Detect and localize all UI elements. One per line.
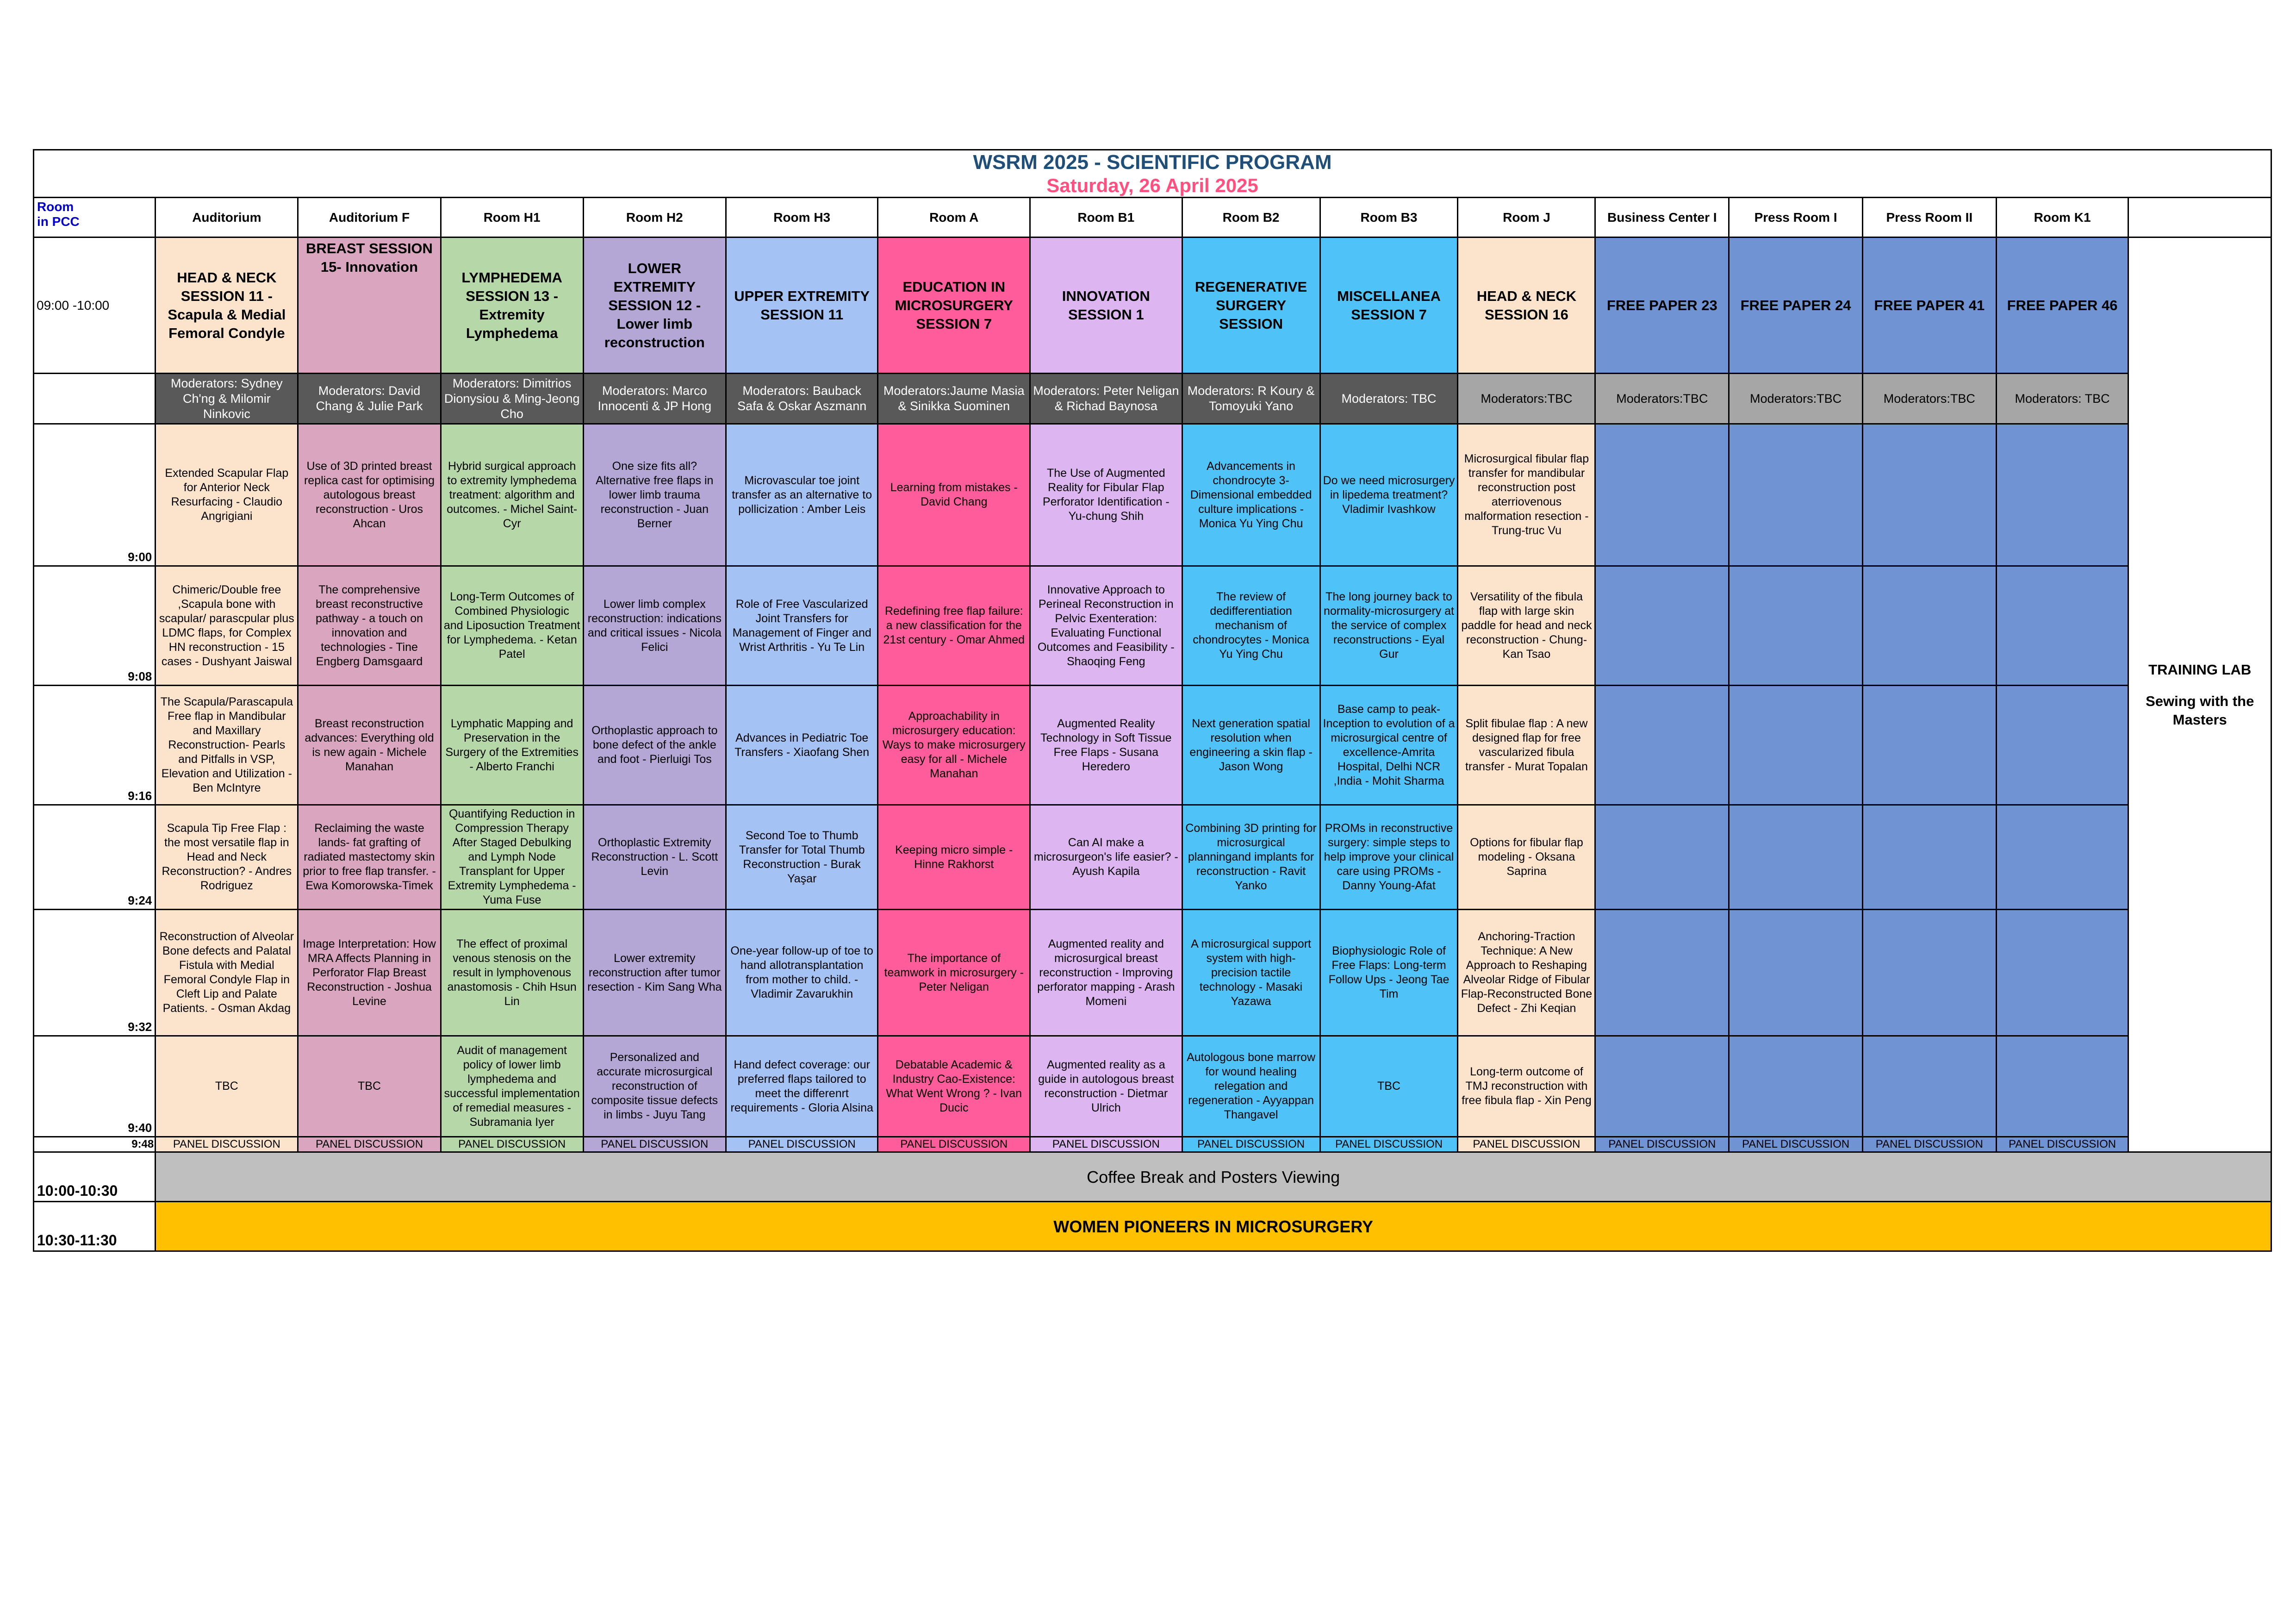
- talk-cell: The Scapula/Parascapula Free flap in Mandibular and Maxillary Reconstruction- Pearls and Pitfalls in VSP, Elevation and Utilization - Ben McIntyre: [156, 686, 298, 805]
- talk-cell: Split fibulae flap : A new designed flap for free vascularized fibula transfer - Murat Topalan: [1458, 686, 1595, 805]
- panel-discussion: PANEL DISCUSSION: [1030, 1137, 1182, 1152]
- free-paper-cell: [1729, 424, 1863, 566]
- panel-discussion: PANEL DISCUSSION: [1862, 1137, 1996, 1152]
- talk-cell: Role of Free Vascularized Joint Transfers for Management of Finger and Wrist Arthritis - Yu Te Lin: [726, 566, 878, 686]
- talk-cell: Microvascular toe joint transfer as an alternative to pollicization : Amber Leis: [726, 424, 878, 566]
- free-paper-cell: [1595, 805, 1729, 910]
- panel-discussion: PANEL DISCUSSION: [298, 1137, 441, 1152]
- session-title: FREE PAPER 23: [1595, 237, 1729, 374]
- free-paper-cell: [1996, 686, 2128, 805]
- break-time: 10:00-10:30: [34, 1152, 156, 1202]
- panel-discussion: PANEL DISCUSSION: [1320, 1137, 1458, 1152]
- talk-cell: Hybrid surgical approach to extremity lymphedema treatment: algorithm and outcomes. - Michel Saint-Cyr: [441, 424, 583, 566]
- moderators: Moderators: Peter Neligan & Richad Baynosa: [1030, 374, 1182, 424]
- talk-cell: One size fits all? Alternative free flaps in lower limb trauma reconstruction - Juan Berner: [583, 424, 726, 566]
- slot-time: 9:24: [34, 805, 156, 910]
- room-header: Business Center I: [1595, 198, 1729, 237]
- session-title: EDUCATION IN MICROSURGERY SESSION 7: [878, 237, 1030, 374]
- talk-cell: The Use of Augmented Reality for Fibular Flap Perforator Identification - Yu-chung Shih: [1030, 424, 1182, 566]
- coffee-break: Coffee Break and Posters Viewing: [156, 1152, 2271, 1202]
- room-header: Room J: [1458, 198, 1595, 237]
- program-date: Saturday, 26 April 2025: [34, 175, 2271, 198]
- moderators: Moderators: TBC: [1996, 374, 2128, 424]
- free-paper-cell: [1595, 424, 1729, 566]
- talk-cell: Reclaiming the waste lands- fat grafting of radiated mastectomy skin prior to free flap transfer. - Ewa Komorowska-Timek: [298, 805, 441, 910]
- free-paper-cell: [1996, 1036, 2128, 1137]
- talk-cell: One-year follow-up of toe to hand allotransplantation from mother to child. - Vladimir Zavarukhin: [726, 910, 878, 1036]
- talk-cell: Augmented Reality Technology in Soft Tissue Free Flaps - Susana Heredero: [1030, 686, 1182, 805]
- session-time: 09:00 -10:00: [34, 237, 156, 374]
- talk-cell: Augmented reality as a guide in autologous breast reconstruction - Dietmar Ulrich: [1030, 1036, 1182, 1137]
- room-header: Room K1: [1996, 198, 2128, 237]
- talk-cell: Next generation spatial resolution when engineering a skin flap - Jason Wong: [1182, 686, 1320, 805]
- talk-cell: The importance of teamwork in microsurgery - Peter Neligan: [878, 910, 1030, 1036]
- moderators: Moderators:Jaume Masia & Sinikka Suominen: [878, 374, 1030, 424]
- free-paper-cell: [1729, 910, 1863, 1036]
- talk-cell: Keeping micro simple - Hinne Rakhorst: [878, 805, 1030, 910]
- slot-time: 9:40: [34, 1036, 156, 1137]
- talk-cell: Reconstruction of Alveolar Bone defects and Palatal Fistula with Medial Femoral Condyle Flap in Cleft Lip and Palate Patients. - Osman Akdag: [156, 910, 298, 1036]
- room-header: Room B3: [1320, 198, 1458, 237]
- moderators: Moderators:TBC: [1458, 374, 1595, 424]
- session-title: FREE PAPER 41: [1862, 237, 1996, 374]
- panel-discussion: PANEL DISCUSSION: [1595, 1137, 1729, 1152]
- talk-cell: Versatility of the fibula flap with large skin paddle for head and neck reconstruction - Chung-Kan Tsao: [1458, 566, 1595, 686]
- slot-time: 9:08: [34, 566, 156, 686]
- panel-discussion: PANEL DISCUSSION: [441, 1137, 583, 1152]
- talk-cell: Long-term outcome of TMJ reconstruction with free fibula flap - Xin Peng: [1458, 1036, 1595, 1137]
- room-header: Room H3: [726, 198, 878, 237]
- talk-cell: Second Toe to Thumb Transfer for Total Thumb Reconstruction - Burak Yaşar: [726, 805, 878, 910]
- room-header: Press Room II: [1862, 198, 1996, 237]
- session-title: HEAD & NECK SESSION 11 - Scapula & Medial Femoral Condyle: [156, 237, 298, 374]
- talk-cell: Lymphatic Mapping and Preservation in the Surgery of the Extremities - Alberto Franchi: [441, 686, 583, 805]
- panel-discussion: PANEL DISCUSSION: [1458, 1137, 1595, 1152]
- room-header: Room H2: [583, 198, 726, 237]
- free-paper-cell: [1595, 686, 1729, 805]
- break-time: 10:30-11:30: [34, 1202, 156, 1251]
- room-header: Room H1: [441, 198, 583, 237]
- talk-cell: Innovative Approach to Perineal Reconstruction in Pelvic Exenteration: Evaluating Functional Outcomes and Feasibility - Shaoqing Feng: [1030, 566, 1182, 686]
- training-lab: [2128, 237, 2271, 1152]
- moderator-time-blank: [34, 374, 156, 424]
- talk-cell: Autologous bone marrow for wound healing relegation and regeneration - Ayyappan Thangavel: [1182, 1036, 1320, 1137]
- talk-cell: Learning from mistakes - David Chang: [878, 424, 1030, 566]
- panel-discussion: PANEL DISCUSSION: [156, 1137, 298, 1152]
- panel-discussion: PANEL DISCUSSION: [878, 1137, 1030, 1152]
- talk-cell: The effect of proximal venous stenosis on the result in lymphovenous anastomosis - Chih Hsun Lin: [441, 910, 583, 1036]
- session-title: FREE PAPER 46: [1996, 237, 2128, 374]
- free-paper-cell: [1996, 910, 2128, 1036]
- free-paper-cell: [1862, 566, 1996, 686]
- session-title: FREE PAPER 24: [1729, 237, 1863, 374]
- room-header: Auditorium: [156, 198, 298, 237]
- talk-cell: Biophysiologic Role of Free Flaps: Long-term Follow Ups - Jeong Tae Tim: [1320, 910, 1458, 1036]
- moderators: Moderators:TBC: [1595, 374, 1729, 424]
- panel-time: 9:48: [34, 1137, 156, 1152]
- slot-time: 9:32: [34, 910, 156, 1036]
- talk-cell: Chimeric/Double free ,Scapula bone with scapular/ parascpular plus LDMC flaps, for Complex HN reconstruction - 15 cases - Dushyant Jaiswal: [156, 566, 298, 686]
- training-lab-title: TRAINING LAB: [2148, 661, 2252, 678]
- talk-cell: Augmented reality and microsurgical breast reconstruction - Improving perforator mapping - Arash Momeni: [1030, 910, 1182, 1036]
- free-paper-cell: [1862, 1036, 1996, 1137]
- training-lab-subtitle: Sewing with the Masters: [2146, 693, 2254, 728]
- free-paper-cell: [1729, 1036, 1863, 1137]
- talk-cell: The review of dedifferentiation mechanism of chondrocytes - Monica Yu Ying Chu: [1182, 566, 1320, 686]
- free-paper-cell: [1862, 424, 1996, 566]
- session-title: LOWER EXTREMITY SESSION 12 - Lower limb reconstruction: [583, 237, 726, 374]
- session-title: LYMPHEDEMA SESSION 13 - Extremity Lymphedema: [441, 237, 583, 374]
- free-paper-cell: [1595, 910, 1729, 1036]
- program-title: WSRM 2025 - SCIENTIFIC PROGRAM: [34, 150, 2271, 175]
- talk-cell: PROMs in reconstructive surgery: simple steps to help improve your clinical care using PROMs - Danny Young-Afat: [1320, 805, 1458, 910]
- free-paper-cell: [1862, 805, 1996, 910]
- moderators: Moderators: Dimitrios Dionysiou & Ming-Jeong Cho: [441, 374, 583, 424]
- free-paper-cell: [1595, 566, 1729, 686]
- panel-discussion: PANEL DISCUSSION: [1996, 1137, 2128, 1152]
- talk-cell: TBC: [298, 1036, 441, 1137]
- talk-cell: Microsurgical fibular flap transfer for mandibular reconstruction post aterriovenous malformation resection - Trung-truc Vu: [1458, 424, 1595, 566]
- talk-cell: Lower limb complex reconstruction: indications and critical issues - Nicola Felici: [583, 566, 726, 686]
- moderators: Moderators: David Chang & Julie Park: [298, 374, 441, 424]
- free-paper-cell: [1729, 686, 1863, 805]
- talk-cell: Options for fibular flap modeling - Oksana Saprina: [1458, 805, 1595, 910]
- talk-cell: Lower extremity reconstruction after tumor resection - Kim Sang Wha: [583, 910, 726, 1036]
- room-header: Auditorium F: [298, 198, 441, 237]
- panel-discussion: PANEL DISCUSSION: [583, 1137, 726, 1152]
- talk-cell: Scapula Tip Free Flap : the most versatile flap in Head and Neck Reconstruction? - Andres Rodriguez: [156, 805, 298, 910]
- blank-header: [2128, 198, 2271, 237]
- talk-cell: Long-Term Outcomes of Combined Physiologic and Liposuction Treatment for Lymphedema. - Ketan Patel: [441, 566, 583, 686]
- session-title: MISCELLANEA SESSION 7: [1320, 237, 1458, 374]
- talk-cell: Do we need microsurgery in lipedema treatment? Vladimir Ivashkow: [1320, 424, 1458, 566]
- free-paper-cell: [1996, 566, 2128, 686]
- session-title: BREAST SESSION 15- Innovation: [298, 237, 441, 374]
- talk-cell: A microsurgical support system with high-precision tactile technology - Masaki Yazawa: [1182, 910, 1320, 1036]
- moderators: Moderators: R Koury & Tomoyuki Yano: [1182, 374, 1320, 424]
- talk-cell: The comprehensive breast reconstructive pathway - a touch on innovation and technologies - Tine Engberg Damsgaard: [298, 566, 441, 686]
- moderators: Moderators:TBC: [1729, 374, 1863, 424]
- panel-discussion: PANEL DISCUSSION: [1729, 1137, 1863, 1152]
- panel-discussion: PANEL DISCUSSION: [1182, 1137, 1320, 1152]
- panel-discussion: PANEL DISCUSSION: [726, 1137, 878, 1152]
- free-paper-cell: [1996, 805, 2128, 910]
- room-header: Room B1: [1030, 198, 1182, 237]
- talk-cell: TBC: [1320, 1036, 1458, 1137]
- free-paper-cell: [1595, 1036, 1729, 1137]
- talk-cell: The long journey back to normality-microsurgery at the service of complex reconstructions - Eyal Gur: [1320, 566, 1458, 686]
- moderators: Moderators: Bauback Safa & Oskar Aszmann: [726, 374, 878, 424]
- talk-cell: Redefining free flap failure: a new classification for the 21st century - Omar Ahmed: [878, 566, 1030, 686]
- talk-cell: Advancements in chondrocyte 3-Dimensional embedded culture implications - Monica Yu Ying Chu: [1182, 424, 1320, 566]
- moderators: Moderators:TBC: [1862, 374, 1996, 424]
- talk-cell: Advances in Pediatric Toe Transfers - Xiaofang Shen: [726, 686, 878, 805]
- free-paper-cell: [1729, 566, 1863, 686]
- talk-cell: Hand defect coverage: our preferred flaps tailored to meet the differenrt requirements - Gloria Alsina: [726, 1036, 878, 1137]
- schedule-table: [33, 149, 2272, 1252]
- talk-cell: Approachability in microsurgery education: Ways to make microsurgery easy for all - Michele Manahan: [878, 686, 1030, 805]
- talk-cell: Audit of management policy of lower limb lymphedema and successful implementation of remedial measures - Subramania Iyer: [441, 1036, 583, 1137]
- room-header: Room B2: [1182, 198, 1320, 237]
- talk-cell: Extended Scapular Flap for Anterior Neck Resurfacing - Claudio Angrigiani: [156, 424, 298, 566]
- talk-cell: Orthoplastic approach to bone defect of the ankle and foot - Pierluigi Tos: [583, 686, 726, 805]
- moderators: Moderators: TBC: [1320, 374, 1458, 424]
- free-paper-cell: [1862, 686, 1996, 805]
- room-header: Room A: [878, 198, 1030, 237]
- talk-cell: Anchoring-Traction Technique: A New Approach to Reshaping Alveolar Ridge of Fibular Flap-Reconstructed Bone Defect - Zhi Keqian: [1458, 910, 1595, 1036]
- session-title: HEAD & NECK SESSION 16: [1458, 237, 1595, 374]
- moderators: Moderators: Sydney Ch'ng & Milomir Ninkovic: [156, 374, 298, 424]
- talk-cell: Personalized and accurate microsurgical reconstruction of composite tissue defects in limbs - Juyu Tang: [583, 1036, 726, 1137]
- talk-cell: Base camp to peak-Inception to evolution of a microsurgical centre of excellence-Amrita Hospital, Delhi NCR ,India - Mohit Sharma: [1320, 686, 1458, 805]
- talk-cell: Orthoplastic Extremity Reconstruction - L. Scott Levin: [583, 805, 726, 910]
- moderators: Moderators: Marco Innocenti & JP Hong: [583, 374, 726, 424]
- free-paper-cell: [1996, 424, 2128, 566]
- session-title: REGENERATIVE SURGERY SESSION: [1182, 237, 1320, 374]
- free-paper-cell: [1862, 910, 1996, 1036]
- talk-cell: Quantifying Reduction in Compression Therapy After Staged Debulking and Lymph Node Transplant for Upper Extremity Lymphedema - Yuma Fuse: [441, 805, 583, 910]
- talk-cell: TBC: [156, 1036, 298, 1137]
- free-paper-cell: [1729, 805, 1863, 910]
- talk-cell: Can AI make a microsurgeon's life easier? - Ayush Kapila: [1030, 805, 1182, 910]
- slot-time: 9:16: [34, 686, 156, 805]
- room-label: Room in PCC: [34, 198, 156, 237]
- talk-cell: Use of 3D printed breast replica cast for optimising autologous breast reconstruction - Uros Ahcan: [298, 424, 441, 566]
- talk-cell: Combining 3D printing for microsurgical planningand implants for reconstruction - Ravit Yanko: [1182, 805, 1320, 910]
- session-title: INNOVATION SESSION 1: [1030, 237, 1182, 374]
- slot-time: 9:00: [34, 424, 156, 566]
- talk-cell: Image Interpretation: How MRA Affects Planning in Perforator Flap Breast Reconstruction - Joshua Levine: [298, 910, 441, 1036]
- talk-cell: Debatable Academic & Industry Cao-Existence: What Went Wrong ? - Ivan Ducic: [878, 1036, 1030, 1137]
- talk-cell: Breast reconstruction advances: Everything old is new again - Michele Manahan: [298, 686, 441, 805]
- room-header: Press Room I: [1729, 198, 1863, 237]
- women-pioneers-session: WOMEN PIONEERS IN MICROSURGERY: [156, 1202, 2271, 1251]
- session-title: UPPER EXTREMITY SESSION 11: [726, 237, 878, 374]
